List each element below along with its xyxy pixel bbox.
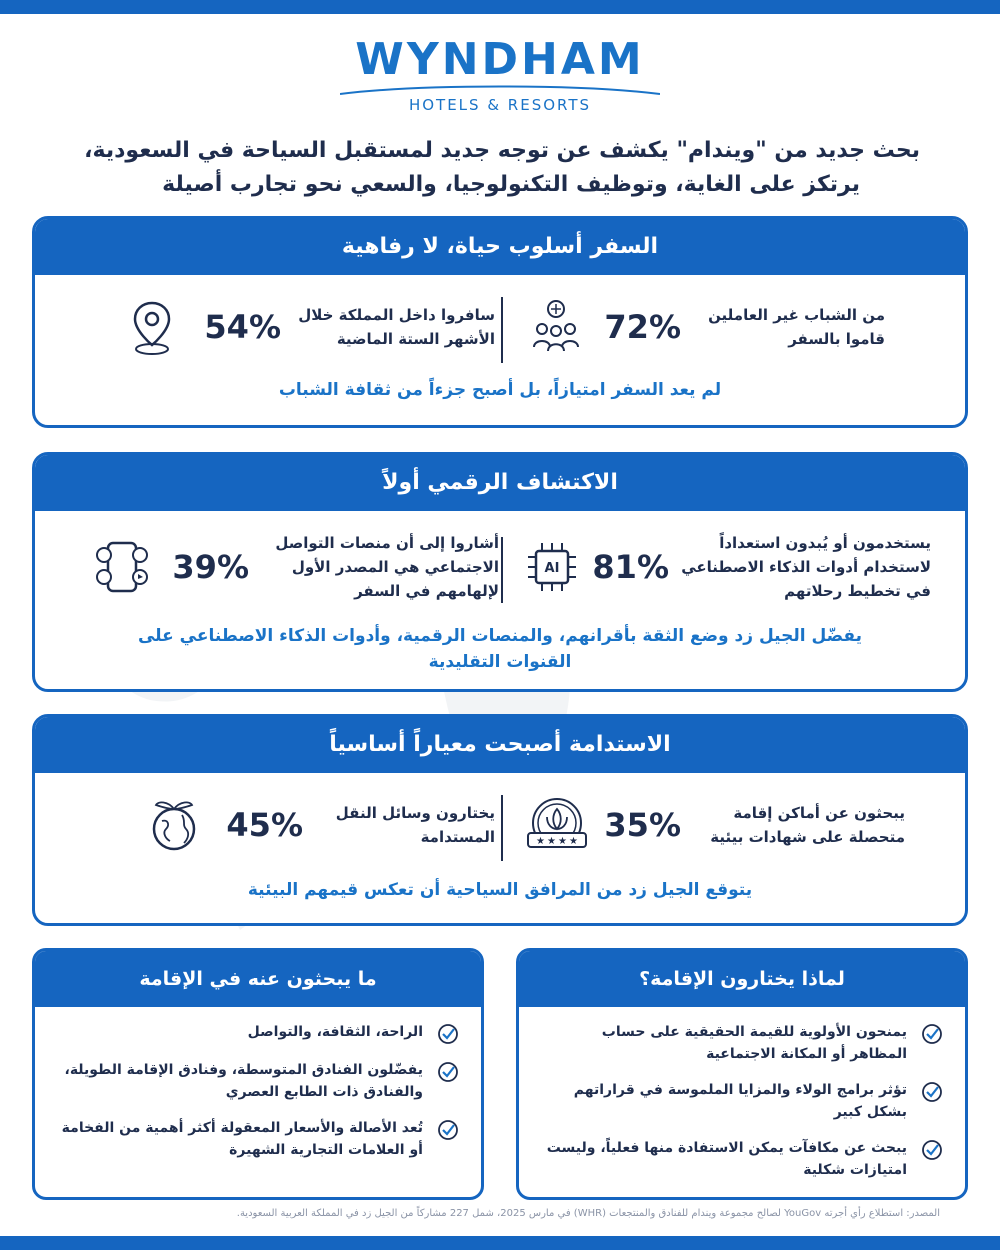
- why-stay-box: [516, 948, 968, 1200]
- section-title: الاكتشاف الرقمي أولاً: [35, 455, 965, 511]
- social-media-icon: [92, 537, 152, 597]
- list-item: [541, 1021, 943, 1065]
- check-circle-icon: [437, 1061, 459, 1083]
- stat-divider: [501, 297, 503, 363]
- section-footnote: لم يعد السفر امتيازاً، بل أصبح جزءاً من ثقافة الشباب: [278, 380, 722, 400]
- stat-sustainable-transport: [125, 795, 495, 855]
- source-note: المصدر: استطلاع رأي أجرته YouGov لصالح مجموعة ويندام للفنادق والمنتجعات (WHR) في مارس 2025، شمل 227 مشاركاً من الجيل زد في المملكة العربية السعودية.: [236, 1208, 940, 1219]
- stat-text: يستخدمون أو يُبدون استعداداً لاستخدام أدوات الذكاء الاصطناعي في تخطيط رحلاتهم: [681, 534, 931, 600]
- stat-text: من الشباب غير العاملين قاموا بالسفر: [708, 306, 885, 348]
- brand-logo: [330, 36, 670, 116]
- headline-line-1: بحث جديد من "ويندام" يكشف عن توجه جديد لمستقبل السياحة في السعودية،: [84, 138, 920, 163]
- stat-youth-travel: [505, 297, 885, 357]
- stat-value: 72%: [604, 308, 681, 346]
- section-footnote: يفضّل الجيل زد وضع الثقة بأقرانهم، والمنصات الرقمية، وأدوات الذكاء الاصطناعي على القنوات التقليدية: [137, 626, 863, 672]
- travelers-icon: [526, 297, 586, 357]
- check-circle-icon: [921, 1139, 943, 1161]
- brand-name: WYNDHAM: [355, 34, 645, 85]
- list-item: [57, 1059, 459, 1103]
- star-icon: ★: [547, 836, 557, 847]
- stat-value: 81%: [592, 548, 669, 586]
- stat-text: أشاروا إلى أن منصات التواصل الاجتماعي هي المصدر الأول لإلهامهم في السفر: [275, 534, 499, 600]
- stat-divider: [501, 537, 503, 603]
- list-item-text: تُعد الأصالة والأسعار المعقولة أكثر أهمية من الفخامة أو العلامات التجارية الشهيرة: [61, 1120, 423, 1158]
- section-title: الاستدامة أصبحت معياراً أساسياً: [35, 717, 965, 773]
- stat-eco-certified: [505, 795, 905, 855]
- stat-social-inspiration: [79, 531, 499, 603]
- list-item: [541, 1079, 943, 1123]
- ai-chip-label: AI: [544, 561, 560, 576]
- bottom-accent-bar: [0, 1236, 1000, 1250]
- star-icon: ★: [558, 836, 568, 847]
- section-travel-lifestyle: [32, 216, 968, 428]
- stat-value: 54%: [204, 308, 281, 346]
- box-title: لماذا يختارون الإقامة؟: [519, 951, 965, 1007]
- stat-domestic-travel: [115, 297, 495, 357]
- stat-value: 35%: [604, 806, 681, 844]
- stat-value: 45%: [226, 806, 303, 844]
- list-item-text: تؤثر برامج الولاء والمزايا الملموسة في قراراتهم بشكل كبير: [573, 1082, 907, 1120]
- list-item-text: الراحة، الثقافة، والتواصل: [247, 1024, 423, 1040]
- star-icon: ★: [536, 836, 546, 847]
- section-title: السفر أسلوب حياة، لا رفاهية: [35, 219, 965, 275]
- green-globe-icon: [144, 795, 204, 855]
- check-circle-icon: [437, 1023, 459, 1045]
- section-footnote: يتوقع الجيل زد من المرافق السياحية أن تعكس قيمهم البيئية: [247, 880, 753, 900]
- list-item-text: يفضّلون الفنادق المتوسطة، وفنادق الإقامة الطويلة، والفنادق ذات الطابع العصري: [64, 1062, 423, 1100]
- logo-swoosh-icon: [340, 82, 660, 96]
- list-item: [57, 1021, 459, 1045]
- list-item-text: يبحث عن مكافآت يمكن الاستفادة منها فعلياً، وليست امتيازات شكلية: [546, 1140, 907, 1178]
- why-list: [519, 1007, 965, 1181]
- stat-value: 39%: [172, 548, 249, 586]
- stat-text: سافروا داخل المملكة خلال الأشهر الستة الماضية: [298, 306, 495, 348]
- location-pin-icon: [122, 297, 182, 357]
- seek-list: [35, 1007, 481, 1161]
- top-accent-bar: [0, 0, 1000, 14]
- section-digital-discovery: [32, 452, 968, 692]
- check-circle-icon: [437, 1119, 459, 1141]
- list-item: [541, 1137, 943, 1181]
- stat-text: يختارون وسائل النقل المستدامة: [335, 804, 495, 846]
- brand-tagline: HOTELS & RESORTS: [408, 96, 592, 114]
- check-circle-icon: [921, 1023, 943, 1045]
- page-headline: [60, 134, 940, 202]
- what-they-seek-box: [32, 948, 484, 1200]
- stat-text: يبحثون عن أماكن إقامة متحصلة على شهادات بيئية: [710, 804, 905, 846]
- stat-ai-usage: [511, 531, 931, 603]
- star-icon: ★: [569, 836, 579, 847]
- list-item-text: يمنحون الأولوية للقيمة الحقيقية على حساب المظاهر أو المكانة الاجتماعية: [601, 1024, 907, 1062]
- eco-certificate-icon: [522, 795, 592, 855]
- stat-divider: [501, 795, 503, 861]
- box-title: ما يبحثون عنه في الإقامة: [35, 951, 481, 1007]
- headline-line-2: يرتكز على الغاية، وتوظيف التكنولوجيا، والسعي نحو تجارب أصيلة: [162, 172, 860, 197]
- check-circle-icon: [921, 1081, 943, 1103]
- ai-chip-icon: [522, 537, 582, 597]
- section-sustainability: [32, 714, 968, 926]
- list-item: [57, 1117, 459, 1161]
